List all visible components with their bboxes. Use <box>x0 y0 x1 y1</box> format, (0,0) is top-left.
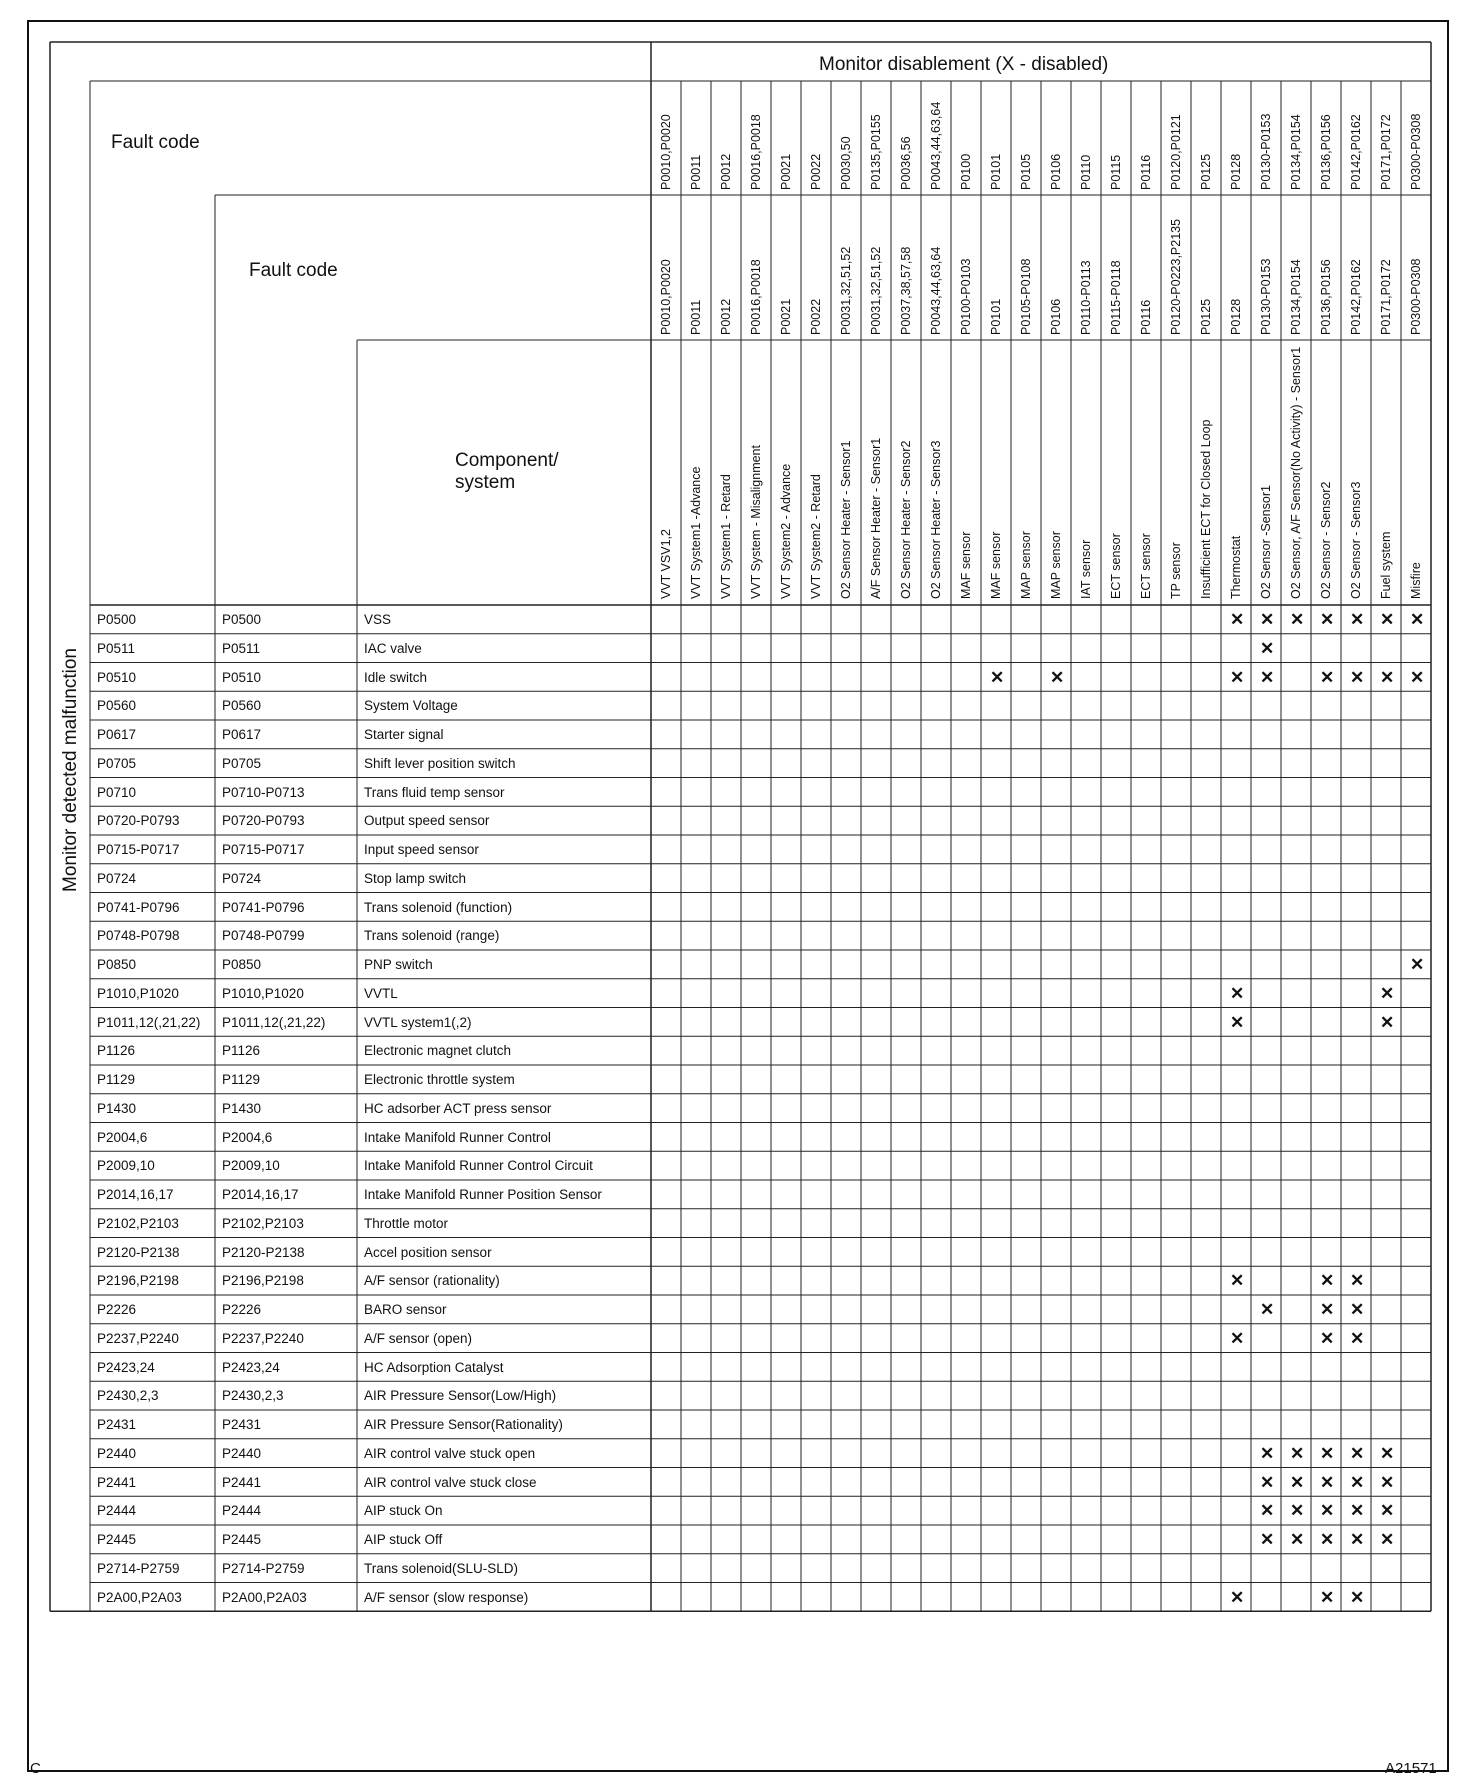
row-fault-code-1: P2102,P2103 <box>97 1215 179 1231</box>
fault-code-2-header: P0043,44,63,64 <box>929 246 943 335</box>
fault-code-1-header: P0120,P0121 <box>1169 114 1183 190</box>
row-fault-code-2: P2714-P2759 <box>222 1560 305 1576</box>
disabled-mark: ✕ <box>1320 667 1335 687</box>
row-component: A/F sensor (open) <box>364 1330 473 1346</box>
row-component: VVTL <box>364 985 398 1001</box>
footer-right-code: A21571 <box>1385 1760 1437 1777</box>
fault-code-2-header: P0120-P0223,P2135 <box>1169 218 1183 335</box>
disabled-mark: ✕ <box>1380 1443 1395 1463</box>
fault-code-2-header: P0016,P0018 <box>749 259 763 335</box>
fault-code-2-header: P0110-P0113 <box>1079 260 1093 335</box>
row-component: Intake Manifold Runner Control <box>364 1129 551 1145</box>
disabled-mark: ✕ <box>1230 1271 1245 1291</box>
disabled-mark: ✕ <box>1260 1300 1275 1319</box>
row-component: Trans solenoid (function) <box>364 899 513 915</box>
disabled-mark: ✕ <box>1380 1501 1395 1521</box>
row-component: Trans solenoid(SLU-SLD) <box>364 1560 519 1576</box>
row-fault-code-1: P0720-P0793 <box>97 813 180 829</box>
fault-code-2-header: P0101 <box>989 298 1003 335</box>
row-fault-code-2: P2102,P2103 <box>222 1215 304 1231</box>
row-fault-code-1: P2226 <box>97 1302 137 1317</box>
row-fault-code-1: P2445 <box>97 1532 137 1547</box>
row-component: Trans fluid temp sensor <box>364 784 505 800</box>
disabled-mark: ✕ <box>1320 1530 1335 1549</box>
row-fault-code-2: P2441 <box>222 1474 262 1490</box>
row-fault-code-2: P0741-P0796 <box>222 899 305 915</box>
row-fault-code-1: P2441 <box>97 1474 137 1490</box>
row-fault-code-1: P2A00,P2A03 <box>97 1589 182 1605</box>
row-component: Intake Manifold Runner Control Circuit <box>364 1158 593 1174</box>
row-component: VSS <box>364 612 392 627</box>
row-fault-code-2: P2226 <box>222 1302 262 1317</box>
disabled-mark: ✕ <box>1410 667 1425 687</box>
row-component: IAC valve <box>364 640 422 656</box>
disabled-mark: ✕ <box>1230 667 1245 687</box>
row-fault-code-1: P1011,12(,21,22) <box>97 1014 201 1030</box>
row-fault-code-2: P2237,P2240 <box>222 1330 304 1346</box>
fault-code-2-header: P0136,P0156 <box>1319 259 1333 335</box>
disabled-mark: ✕ <box>1230 1587 1245 1607</box>
row-fault-code-2: P2423,24 <box>222 1359 280 1375</box>
row-component: Accel position sensor <box>364 1244 492 1260</box>
component-header: VVT VSV1,2 <box>659 529 673 599</box>
row-fault-code-2: P2431 <box>222 1417 262 1432</box>
disabled-mark: ✕ <box>1260 610 1275 629</box>
fault-code-1-header: P0135,P0155 <box>869 114 883 190</box>
component-header: MAP sensor <box>1019 531 1033 599</box>
component-header: Misfire <box>1409 562 1423 599</box>
fault-code-1-header: P0021 <box>779 153 793 190</box>
footer-left-code: C <box>30 1760 41 1777</box>
fault-code-1-header: P0022 <box>809 153 823 190</box>
fault-code-1-header: P0106 <box>1049 153 1063 190</box>
row-component: Intake Manifold Runner Position Sensor <box>364 1187 602 1202</box>
disabled-mark: ✕ <box>1350 667 1365 687</box>
component-header: VVT System2 - Retard <box>809 474 823 599</box>
disabled-mark: ✕ <box>1350 1472 1365 1492</box>
row-fault-code-2: P1129 <box>222 1072 261 1087</box>
disabled-mark: ✕ <box>1230 610 1245 629</box>
fault-code-1-header: P0043,44,63,64 <box>929 101 943 190</box>
disabled-mark: ✕ <box>1260 1472 1275 1492</box>
disabled-mark: ✕ <box>990 667 1005 687</box>
row-fault-code-1: P2714-P2759 <box>97 1560 180 1576</box>
component-header: ECT sensor <box>1109 533 1123 599</box>
component-header: VVT System - Misalignment <box>749 445 763 599</box>
fault-code-1-header: P0110 <box>1079 154 1093 190</box>
row-component: HC adsorber ACT press sensor <box>364 1100 552 1116</box>
row-component: VVTL system1(,2) <box>364 1014 472 1030</box>
fault-code-1-header: P0115 <box>1109 154 1123 190</box>
fault-code-2-header: P0031,32,51,52 <box>869 246 883 335</box>
fault-code-2-header: P0012 <box>719 298 733 335</box>
row-component: PNP switch <box>364 957 433 972</box>
row-fault-code-1: P2237,P2240 <box>97 1330 179 1346</box>
disabled-mark: ✕ <box>1350 610 1365 629</box>
row-fault-code-2: P0710-P0713 <box>222 784 305 800</box>
disabled-mark: ✕ <box>1230 1328 1245 1348</box>
row-component: A/F sensor (rationality) <box>364 1273 500 1289</box>
row-fault-code-2: P0500 <box>222 612 262 627</box>
disabled-mark: ✕ <box>1380 1530 1395 1549</box>
component-header: O2 Sensor - Sensor3 <box>1349 481 1363 599</box>
fault-code-2-header: P0105-P0108 <box>1019 258 1033 335</box>
row-component: Output speed sensor <box>364 813 490 829</box>
disabled-mark: ✕ <box>1230 983 1245 1003</box>
component-header: O2 Sensor -Sensor1 <box>1259 485 1273 599</box>
component-header: A/F Sensor Heater - Sensor1 <box>869 437 883 599</box>
component-header: O2 Sensor Heater - Sensor1 <box>839 440 853 599</box>
disabled-mark: ✕ <box>1260 667 1275 687</box>
row-fault-code-1: P0511 <box>97 640 136 656</box>
fault-code-label-outer: Fault code <box>111 132 200 153</box>
row-fault-code-2: P2004,6 <box>222 1129 273 1145</box>
disabled-mark: ✕ <box>1380 1472 1395 1492</box>
disabled-mark: ✕ <box>1350 1501 1365 1521</box>
row-fault-code-2: P2A00,P2A03 <box>222 1589 307 1605</box>
row-fault-code-1: P0715-P0717 <box>97 842 180 857</box>
fault-code-2-header: P0134,P0154 <box>1289 259 1303 335</box>
fault-code-2-header: P0037,38,57,58 <box>899 246 913 335</box>
disabled-mark: ✕ <box>1350 1587 1365 1607</box>
disabled-mark: ✕ <box>1380 610 1395 629</box>
row-fault-code-1: P0617 <box>97 727 137 742</box>
disabled-mark: ✕ <box>1320 1472 1335 1492</box>
fault-code-1-header: P0136,P0156 <box>1319 114 1333 190</box>
fault-code-1-header: P0016,P0018 <box>749 114 763 190</box>
disabled-mark: ✕ <box>1320 1300 1335 1319</box>
fault-code-1-header: P0010,P0020 <box>659 114 673 190</box>
fault-code-2-header: P0022 <box>809 298 823 335</box>
disabled-mark: ✕ <box>1260 1530 1275 1549</box>
row-fault-code-2: P0748-P0799 <box>222 928 305 944</box>
row-component: AIR Pressure Sensor(Rationality) <box>364 1417 563 1432</box>
row-component: AIR control valve stuck open <box>364 1445 536 1461</box>
row-component: AIP stuck On <box>364 1503 443 1519</box>
disabled-mark: ✕ <box>1290 1472 1305 1492</box>
row-fault-code-1: P0510 <box>97 669 137 685</box>
component-header: Insufficient ECT for Closed Loop <box>1199 419 1213 599</box>
row-fault-code-2: P0560 <box>222 698 262 714</box>
fault-code-1-header: P0101 <box>989 153 1003 190</box>
fault-code-2-header: P0116 <box>1139 299 1153 335</box>
row-fault-code-2: P0617 <box>222 727 262 742</box>
row-fault-code-1: P0560 <box>97 698 137 714</box>
fault-code-2-header: P0100-P0103 <box>959 258 973 335</box>
fault-code-1-header: P0300-P0308 <box>1409 113 1423 190</box>
disabled-mark: ✕ <box>1320 1443 1335 1463</box>
row-component: Starter signal <box>364 727 444 742</box>
disabled-mark: ✕ <box>1350 1328 1365 1348</box>
disabled-mark: ✕ <box>1290 1501 1305 1521</box>
component-header: VVT System2 - Advance <box>779 463 793 599</box>
row-fault-code-1: P0741-P0796 <box>97 899 180 915</box>
disabled-mark: ✕ <box>1380 983 1395 1003</box>
fault-code-2-header: P0021 <box>779 298 793 335</box>
fault-code-1-header: P0105 <box>1019 153 1033 190</box>
disabled-mark: ✕ <box>1320 1501 1335 1521</box>
row-fault-code-1: P2009,10 <box>97 1158 155 1174</box>
row-component: Throttle motor <box>364 1215 449 1231</box>
fault-code-1-header: P0130-P0153 <box>1259 113 1273 190</box>
component-header: Thermostat <box>1229 535 1243 599</box>
disabled-mark: ✕ <box>1350 1443 1365 1463</box>
row-component: System Voltage <box>364 698 458 714</box>
row-fault-code-2: P0510 <box>222 669 262 685</box>
row-fault-code-1: P0748-P0798 <box>97 928 180 944</box>
row-component: AIP stuck Off <box>364 1532 443 1547</box>
disabled-mark: ✕ <box>1320 1271 1335 1291</box>
row-fault-code-2: P0715-P0717 <box>222 842 305 857</box>
disabled-mark: ✕ <box>1260 1443 1275 1463</box>
row-fault-code-1: P2004,6 <box>97 1129 148 1145</box>
row-fault-code-2: P2440 <box>222 1445 262 1461</box>
row-fault-code-2: P2014,16,17 <box>222 1187 299 1202</box>
disabled-mark: ✕ <box>1350 1300 1365 1319</box>
disabled-mark: ✕ <box>1410 610 1425 629</box>
row-fault-code-1: P0500 <box>97 612 137 627</box>
fault-code-1-header: P0011 <box>689 154 703 190</box>
disabled-mark: ✕ <box>1320 1587 1335 1607</box>
component-header: O2 Sensor - Sensor2 <box>1319 481 1333 599</box>
disabled-mark: ✕ <box>1290 610 1305 629</box>
row-fault-code-1: P0724 <box>97 870 137 886</box>
fault-code-2-header: P0115-P0118 <box>1109 260 1123 335</box>
disabled-mark: ✕ <box>1320 1328 1335 1348</box>
component-header: O2 Sensor, A/F Sensor(No Activity) - Sensor1 <box>1289 346 1303 599</box>
row-fault-code-2: P2444 <box>222 1503 262 1519</box>
component-header: O2 Sensor Heater - Sensor3 <box>929 440 943 599</box>
fault-code-2-header: P0142,P0162 <box>1349 259 1363 335</box>
row-fault-code-2: P0724 <box>222 870 262 886</box>
row-component: Stop lamp switch <box>364 870 467 886</box>
row-fault-code-2: P0720-P0793 <box>222 813 305 829</box>
fault-code-1-header: P0036,56 <box>899 136 913 190</box>
row-fault-code-1: P2423,24 <box>97 1359 155 1375</box>
row-fault-code-2: P0705 <box>222 755 262 771</box>
row-fault-code-1: P2120-P2138 <box>97 1244 180 1260</box>
row-fault-code-1: P1430 <box>97 1100 137 1116</box>
row-component: Electronic throttle system <box>364 1072 515 1087</box>
disabled-mark: ✕ <box>1230 1012 1245 1032</box>
disabled-mark: ✕ <box>1290 1530 1305 1549</box>
disabled-mark: ✕ <box>1260 638 1275 658</box>
row-component: Idle switch <box>364 669 428 685</box>
component-header: Fuel system <box>1379 531 1393 599</box>
fault-code-2-header: P0130-P0153 <box>1259 258 1273 335</box>
disabled-mark: ✕ <box>1410 955 1425 974</box>
component-header: MAF sensor <box>989 531 1003 599</box>
fault-code-2-header: P0300-P0308 <box>1409 258 1423 335</box>
row-fault-code-1: P0710 <box>97 784 137 800</box>
row-fault-code-1: P2014,16,17 <box>97 1187 174 1202</box>
component-header: TP sensor <box>1169 542 1183 599</box>
document-frame <box>27 20 1449 1772</box>
row-component: HC Adsorption Catalyst <box>364 1359 504 1375</box>
disabled-mark: ✕ <box>1320 610 1335 629</box>
row-fault-code-1: P2196,P2198 <box>97 1273 179 1289</box>
monitor-disablement-title: Monitor disablement (X - disabled) <box>819 54 1109 75</box>
disabled-mark: ✕ <box>1050 667 1065 687</box>
fault-code-2-header: P0125 <box>1199 298 1213 335</box>
row-component: Shift lever position switch <box>364 755 516 771</box>
component-header: O2 Sensor Heater - Sensor2 <box>899 440 913 599</box>
fault-code-1-header: P0128 <box>1229 153 1243 190</box>
row-component: Electronic magnet clutch <box>364 1043 512 1059</box>
row-fault-code-1: P1126 <box>97 1043 136 1059</box>
row-fault-code-1: P1010,P1020 <box>97 985 179 1001</box>
fault-code-2-header: P0031,32,51,52 <box>839 246 853 335</box>
row-fault-code-1: P0850 <box>97 957 137 972</box>
disabled-mark: ✕ <box>1260 1501 1275 1521</box>
row-fault-code-2: P1430 <box>222 1100 262 1116</box>
fault-code-2-header: P0011 <box>689 299 703 335</box>
fault-code-label-inner: Fault code <box>249 260 338 281</box>
row-fault-code-1: P2440 <box>97 1445 137 1461</box>
disabled-mark: ✕ <box>1290 1443 1305 1463</box>
row-fault-code-1: P1129 <box>97 1072 136 1087</box>
row-fault-code-1: P2444 <box>97 1503 137 1519</box>
fault-code-1-header: P0100 <box>959 153 973 190</box>
component-header: IAT sensor <box>1079 539 1093 599</box>
component-header: MAF sensor <box>959 531 973 599</box>
fault-code-1-header: P0125 <box>1199 153 1213 190</box>
row-fault-code-2: P2120-P2138 <box>222 1244 305 1260</box>
row-component: Input speed sensor <box>364 842 479 857</box>
row-fault-code-2: P2009,10 <box>222 1158 280 1174</box>
row-fault-code-2: P1011,12(,21,22) <box>222 1014 326 1030</box>
fault-code-2-header: P0128 <box>1229 298 1243 335</box>
row-component: BARO sensor <box>364 1302 447 1317</box>
row-fault-code-1: P2431 <box>97 1417 137 1432</box>
row-fault-code-2: P2445 <box>222 1532 262 1547</box>
disabled-mark: ✕ <box>1380 667 1395 687</box>
fault-code-2-header: P0010,P0020 <box>659 259 673 335</box>
row-fault-code-2: P2196,P2198 <box>222 1273 304 1289</box>
fault-code-1-header: P0134,P0154 <box>1289 114 1303 190</box>
disabled-mark: ✕ <box>1350 1271 1365 1291</box>
row-component: AIR control valve stuck close <box>364 1474 537 1490</box>
fault-code-1-header: P0142,P0162 <box>1349 114 1363 190</box>
row-fault-code-1: P2430,2,3 <box>97 1388 159 1404</box>
component-header: MAP sensor <box>1049 531 1063 599</box>
component-header: ECT sensor <box>1139 533 1153 599</box>
component-header: VVT System1 - Retard <box>719 474 733 599</box>
disabled-mark: ✕ <box>1350 1530 1365 1549</box>
row-fault-code-2: P0850 <box>222 957 262 972</box>
row-fault-code-2: P1010,P1020 <box>222 985 304 1001</box>
row-fault-code-2: P0511 <box>222 640 261 656</box>
fault-code-1-header: P0012 <box>719 153 733 190</box>
monitor-detected-malfunction-label: Monitor detected malfunction <box>60 648 81 892</box>
row-component: A/F sensor (slow response) <box>364 1589 529 1605</box>
row-fault-code-1: P0705 <box>97 755 137 771</box>
fault-code-1-header: P0030,50 <box>839 136 853 190</box>
row-component: Trans solenoid (range) <box>364 928 500 944</box>
row-fault-code-2: P2430,2,3 <box>222 1388 284 1404</box>
fault-code-2-header: P0171,P0172 <box>1379 259 1393 335</box>
fault-code-1-header: P0116 <box>1139 154 1153 190</box>
row-component: AIR Pressure Sensor(Low/High) <box>364 1388 557 1404</box>
component-system-label: Component/ system <box>455 450 559 493</box>
component-header: VVT System1 -Advance <box>689 466 703 599</box>
row-fault-code-2: P1126 <box>222 1043 261 1059</box>
fault-code-2-header: P0106 <box>1049 298 1063 335</box>
disabled-mark: ✕ <box>1380 1012 1395 1032</box>
fault-code-1-header: P0171,P0172 <box>1379 114 1393 190</box>
